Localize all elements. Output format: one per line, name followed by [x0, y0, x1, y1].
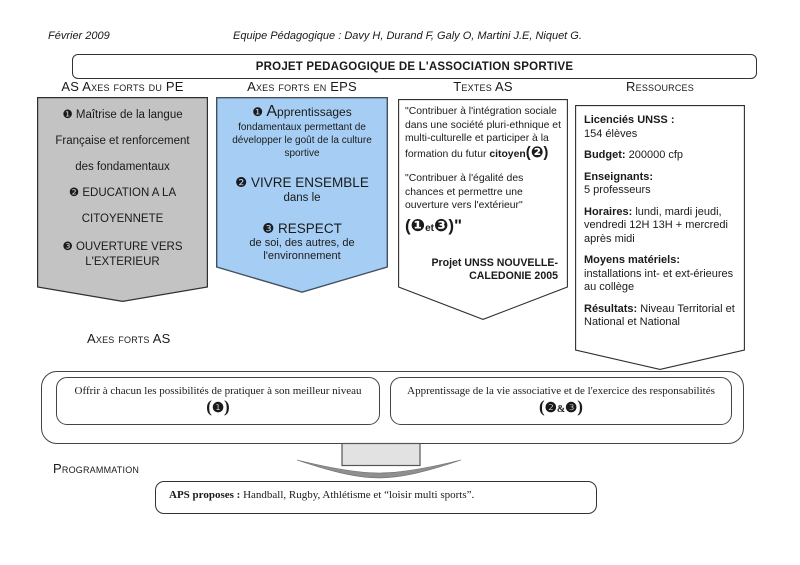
ressources-banner — [575, 105, 745, 370]
close-paren: )" — [448, 215, 463, 235]
eps-item-2-num: ❷ — [235, 175, 252, 190]
close-paren: ) — [224, 397, 230, 416]
axis-box-2 — [390, 377, 732, 425]
ref-num-3: ❸ — [433, 215, 449, 235]
eps-item-1-initial: A — [266, 103, 278, 120]
resource-label: Résultats: — [584, 302, 638, 315]
eps-item-1-rest: pprentissages — [277, 105, 352, 119]
axis-box-1-ref — [57, 397, 379, 418]
eps-item-2-detail: dans le — [283, 192, 321, 204]
close-paren: ) — [543, 143, 549, 161]
column-header-pe: AS Axes forts du PE — [61, 79, 184, 94]
aps-line — [169, 489, 596, 501]
ressources-banner-content — [575, 105, 745, 330]
column-header-textes: Textes AS — [453, 79, 513, 94]
eps-item-3-detail: de soi, des autres, de l'environnement — [249, 237, 355, 262]
pe-banner — [37, 97, 208, 302]
eps-item-1-detail: fondamentaux permettant de développer le goût de la culture sportive — [232, 122, 372, 159]
textes-banner-content — [398, 99, 568, 284]
pe-item-2: ❷ EDUCATION A LA CITOYENNETE — [68, 187, 177, 225]
document-date: Février 2009 — [48, 30, 110, 42]
ref-et: et — [425, 222, 434, 234]
eps-item-2-title: VIVRE ENSEMBLE — [251, 175, 369, 190]
resource-moyens — [584, 254, 736, 295]
page-title: PROJET PEDAGOGIQUE DE L'ASSOCIATION SPORTIVE — [255, 60, 574, 73]
pe-item-1: ❶ Maîtrise de la langue Française et renforcement des fondamentaux — [55, 109, 190, 173]
ref-num-1: ❶ — [410, 215, 426, 235]
textes-banner — [398, 99, 568, 320]
textes-quote-2: "Contribuer à l'égalité des chances et permettre une ouverture vers l'extérieur" — [405, 173, 524, 211]
eps-banner — [216, 97, 388, 293]
textes-quote-1 — [405, 105, 561, 161]
ref-num-1: ❶ — [211, 400, 225, 415]
axis-box-1 — [56, 377, 380, 425]
resource-resultats — [584, 303, 736, 330]
open-paren: ( — [405, 215, 411, 235]
close-paren: ) — [577, 397, 583, 416]
eps-item-3-title: RESPECT — [278, 221, 342, 236]
aps-text: Handball, Rugby, Athlétisme et “loisir multi sports”. — [240, 489, 475, 501]
resource-horaires — [584, 206, 736, 247]
resource-value: 154 élèves — [584, 127, 638, 140]
resource-enseignants — [584, 171, 736, 198]
textes-quote-1-bold: citoyen — [489, 148, 526, 160]
aps-box — [155, 481, 597, 514]
ref-num-2: ❷ — [530, 143, 544, 161]
eps-banner-content — [216, 97, 388, 263]
resource-label: Licenciés UNSS : — [584, 114, 675, 126]
ref-num-3: ❸ — [565, 400, 578, 415]
resource-value: 200000 cfp — [628, 149, 684, 161]
axes-forts-as-header: Axes forts AS — [87, 331, 171, 346]
textes-project: Projet UNSS NOUVELLE-CALEDONIE 2005 — [431, 256, 558, 282]
down-arrow-icon — [293, 441, 465, 481]
textes-quote-1-text: "Contribuer à l'intégration sociale dans une société pluri-ethnique et multi-culturelle et participer à la formation du futur — [405, 106, 561, 160]
team-line: Equipe Pédagogique : Davy H, Durand F, Galy O, Martini J.E, Niquet G. — [233, 30, 582, 42]
axis-box-1-text: Offrir à chacun les possibilités de pratiquer à son meilleur niveau — [74, 385, 362, 397]
axis-box-2-text: Apprentissage de la vie associative et de l'exercice des responsabilités — [407, 385, 715, 397]
resource-label: Horaires: — [584, 205, 633, 218]
title-box — [72, 54, 757, 79]
resource-label: Enseignants: — [584, 170, 654, 183]
eps-item-2 — [222, 175, 382, 191]
column-header-eps: Axes forts en EPS — [247, 79, 357, 94]
eps-item-3-num: ❸ — [262, 221, 279, 236]
pe-item-3: ❸ OUVERTURE VERS L'EXTERIEUR — [62, 241, 183, 268]
resource-label: Moyens matériels: — [584, 254, 680, 266]
resource-label: Budget: — [584, 149, 626, 161]
ref-num-2: ❷ — [544, 400, 557, 415]
resource-value: installations int- et ext-érieures au collège — [584, 267, 734, 293]
resource-budget — [584, 149, 736, 163]
open-paren: ( — [539, 397, 545, 416]
programmation-header: Programmation — [53, 461, 140, 476]
open-paren: ( — [525, 143, 531, 161]
resource-licencies — [584, 114, 736, 141]
open-paren: ( — [206, 397, 212, 416]
axis-box-2-ref — [391, 397, 731, 420]
aps-label: APS proposes : — [169, 489, 241, 501]
textes-quote-2-refs — [405, 215, 561, 240]
column-header-ressources: Ressources — [626, 79, 694, 94]
ampersand: & — [556, 404, 566, 415]
resource-value: 5 professeurs — [584, 184, 651, 196]
resource-value: Niveau Territorial et National et National — [584, 302, 735, 328]
resource-value: lundi, mardi jeudi, vendredi 12H 13H + mercredi après midi — [584, 205, 728, 245]
eps-item-3 — [222, 221, 382, 237]
eps-item-1 — [222, 104, 382, 120]
eps-item-1-num: ❶ — [252, 105, 267, 119]
pe-banner-content — [37, 97, 208, 270]
